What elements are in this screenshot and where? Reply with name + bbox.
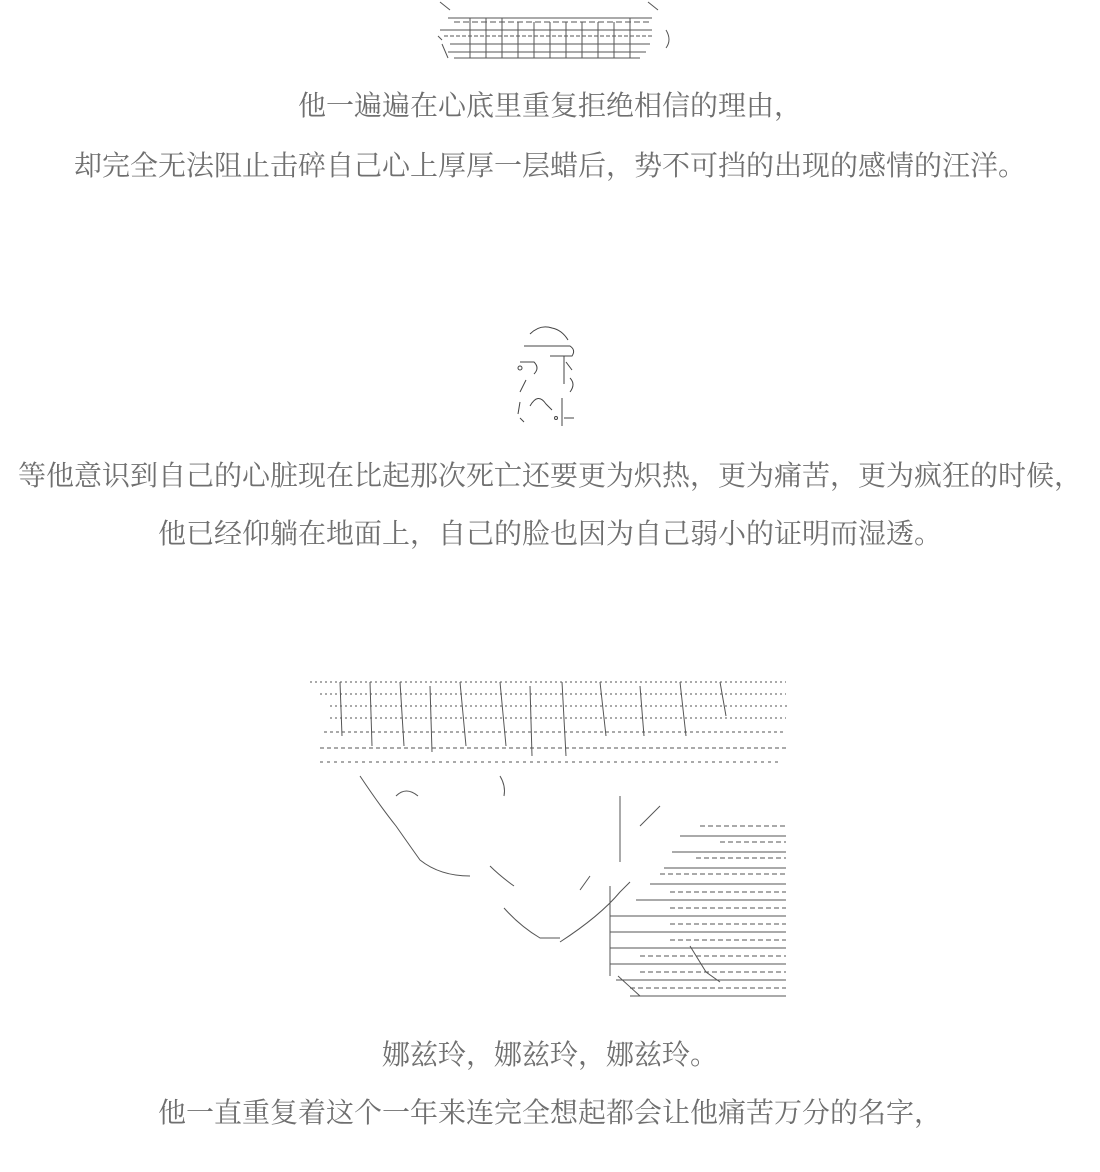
top-ascii-art: [0, 0, 1100, 70]
large-scene-ascii-art: [0, 676, 1100, 1016]
narration-line-4: 他已经仰躺在地面上，自己的脸也因为自己弱小的证明而湿透。: [157, 517, 942, 550]
top-art-drawing: [420, 0, 680, 70]
narration-line-1: 他一遍遍在心底里重复拒绝相信的理由，: [297, 89, 802, 122]
narration-line-6: 他一直重复着这个一年来连完全想起都会让他痛苦万分的名字，: [157, 1096, 942, 1129]
large-scene-drawing: [300, 676, 800, 1016]
narration-line-2: 却完全无法阻止击碎自己心上厚厚一层蜡后，势不可挡的出现的感情的汪洋。: [73, 149, 1026, 182]
small-figure-drawing: [490, 322, 610, 432]
small-figure-ascii-art: [0, 322, 1100, 432]
narration-line-3: 等他意识到自己的心脏现在比起那次死亡还要更为炽热，更为痛苦，更为疯狂的时候，: [17, 459, 1082, 492]
narration-line-5: 娜兹玲，娜兹玲，娜兹玲。: [381, 1038, 718, 1071]
